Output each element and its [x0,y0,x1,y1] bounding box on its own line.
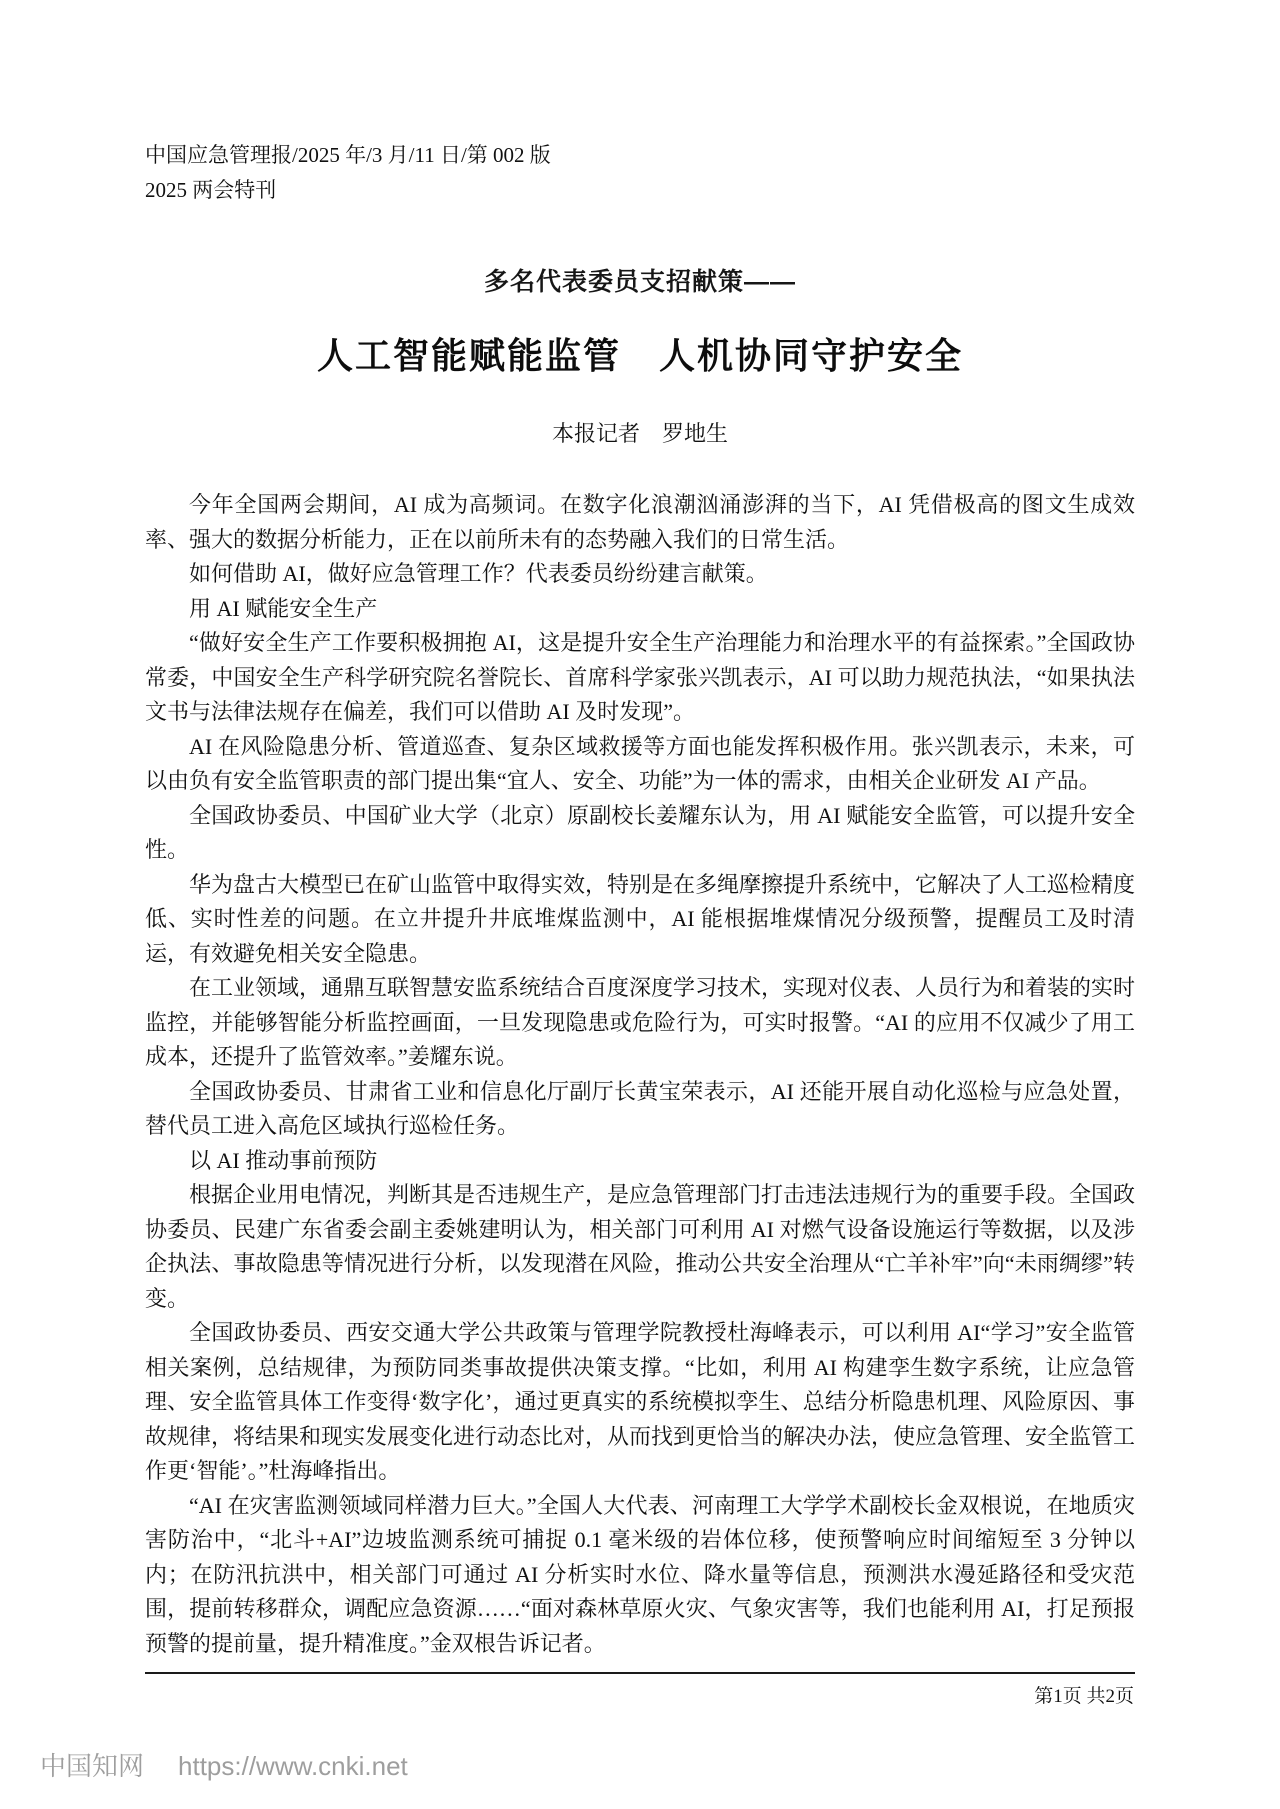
section-subhead: 用 AI 赋能安全生产 [189,595,378,621]
article-body [145,488,1135,1703]
watermark-url: https://www.cnki.net [178,1751,408,1781]
edition-line: 2025 两会特刊 [145,178,277,202]
footer-rule [145,1672,1135,1674]
article-kicker: 多名代表委员支招献策—— [483,268,796,296]
paragraph: “AI 在灾害监测领域同样潜力巨大。”全国人大代表、河南理工大学学术副校长金双根说，在地质灾害防治中，“北斗+AI”边坡监测系统可捕捉 0.1 毫米级的岩体位移，使预警响应时间缩短至 3 分钟以内；在防汛抗洪中，相关部门可通过 AI 分析实时水位、降水量等信息，预测洪水漫延路径和受灾范围，提前转移群众，调配应急资源……“面对森林草原火灾、气象灾害等，我们也能利用 AI，打足预报预警的提前量，提升精准度。”金双根告诉记者。 [145,1492,1135,1656]
watermark [40,1746,408,1783]
paragraph: 如何借助 AI，做好应急管理工作？代表委员纷纷建言献策。 [189,561,768,586]
paragraph: 全国政协委员、中国矿业大学（北京）原副校长姜耀东认为，用 AI 赋能安全监管，可以提升安全性。 [145,802,1135,862]
document-header [145,138,1135,208]
paragraph: 根据企业用电情况，判断其是否违规生产，是应急管理部门打击违法违规行为的重要手段。全国政协委员、民建广东省委会副主委姚建明认为，相关部门可利用 AI 对燃气设备设施运行等数据，以及涉企执法、事故隐患等情况进行分析，以发现潜在风险，推动公共安全治理从“亡羊补牢”向“未雨绸缪”转变。 [145,1182,1135,1311]
paragraph: 华为盘古大模型已在矿山监管中取得实效，特别是在多绳摩擦提升系统中，它解决了人工巡检精度低、实时性差的问题。在立井提升井底堆煤监测中，AI 能根据堆煤情况分级预警，提醒员工及时清运，有效避免相关安全隐患。 [145,871,1135,966]
section-subhead: 以 AI 推动事前预防 [189,1147,378,1173]
paragraph: AI 在风险隐患分析、管道巡查、复杂区域救援等方面也能发挥积极作用。张兴凯表示，未来，可以由负有安全监管职责的部门提出集“宜人、安全、功能”为一体的需求，由相关企业研发 AI 产品。 [145,733,1135,793]
article-title: 人工智能赋能监管 人机协同守护安全 [316,335,963,376]
paragraph: 全国政协委员、甘肃省工业和信息化厅副厅长黄宝荣表示，AI 还能开展自动化巡检与应急处置，替代员工进入高危区域执行巡检任务。 [145,1078,1135,1138]
page-indicator: 第1页 共2页 [1034,1686,1134,1707]
paragraph: 全国政协委员、西安交通大学公共政策与管理学院教授杜海峰表示，可以利用 AI“学习”安全监管相关案例，总结规律，为预防同类事故提供决策支撑。“比如，利用 AI 构建孪生数字系统，让应急管理、安全监管具体工作变得‘数字化’，通过更真实的系统模拟孪生、总结分析隐患机理、风险原因、事故规律，将结果和现实发展变化进行动态比对，从而找到更恰当的解决办法，使应急管理、安全监管工作更‘智能’。”杜海峰指出。 [145,1320,1135,1483]
paragraph: 在工业领域，通鼎互联智慧安监系统结合百度深度学习技术，实现对仪表、人员行为和着装的实时监控，并能够智能分析监控画面，一旦发现隐患或危险行为，可实时报警。“AI 的应用不仅减少了用工成本，还提升了监管效率。”姜耀东说。 [145,975,1135,1069]
article-byline: 本报记者 罗地生 [551,421,728,446]
paragraph: 今年全国两会期间，AI 成为高频词。在数字化浪潮汹涌澎湃的当下，AI 凭借极高的图文生成效率、强大的数据分析能力，正在以前所未有的态势融入我们的日常生活。 [145,492,1135,552]
watermark-brand: 中国知网 [40,1751,145,1781]
paragraph: “做好安全生产工作要积极拥抱 AI，这是提升安全生产治理能力和治理水平的有益探索。”全国政协常委，中国安全生产科学研究院名誉院长、首席科学家张兴凯表示，AI 可以助力规范执法，“如果执法文书与法律法规存在偏差，我们可以借助 AI 及时发现”。 [145,630,1135,724]
source-line: 中国应急管理报/2025 年/3 月/11 日/第 002 版 [145,143,551,167]
